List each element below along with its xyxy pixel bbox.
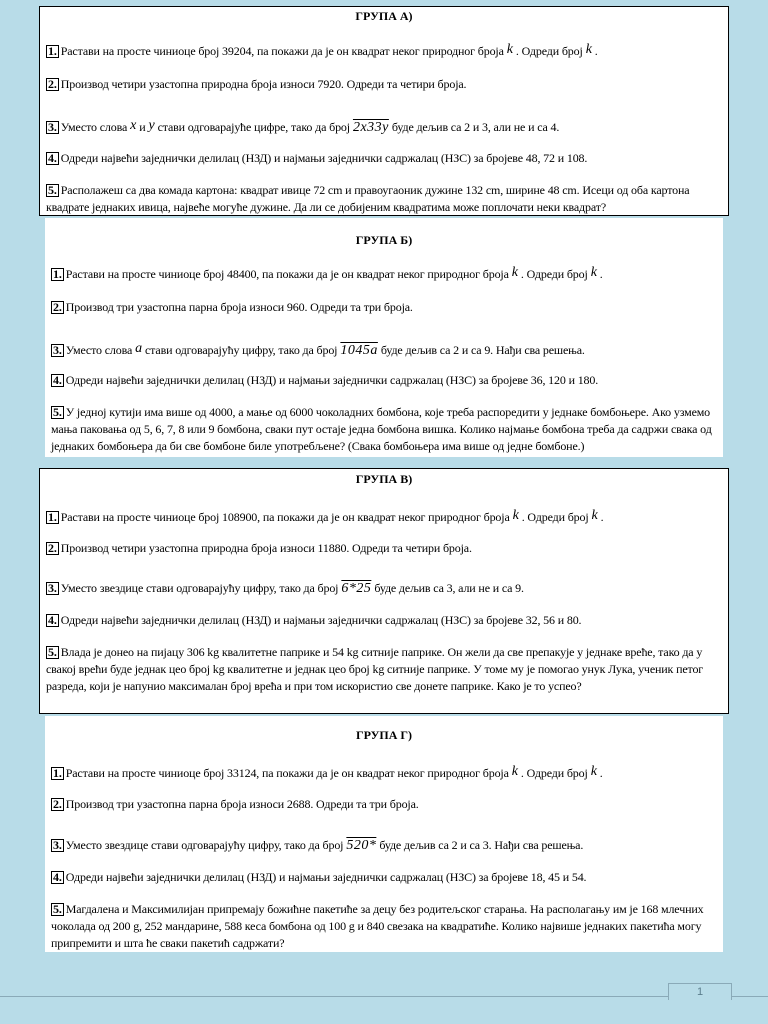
overlined-number: 1045a (340, 343, 378, 358)
page-number: 1 (668, 983, 732, 1000)
task-number: 4. (53, 870, 62, 884)
task-4: 4. Одреди највећи заједнички делилац (НЗД) и најмањи заједнички садржалац (НЗС) за бројеве 18, 45 и 54. (53, 870, 587, 884)
task-number: 2. (53, 797, 62, 811)
group-title: ГРУПА В) (355, 472, 413, 486)
task-number: 4. (48, 151, 57, 165)
task-2: 2. Производ четири узастопна природна броја износи 11880. Одреди та четири броја. (48, 541, 472, 555)
task-1: 1. Растави на просте чиниоце број 33124, па покажи да је он квадрат неког природног броја k . Одреди број k . (53, 764, 603, 780)
overlined-number: 2x33y (352, 120, 389, 135)
group-b-panel (45, 218, 723, 457)
task-number: 2. (48, 77, 57, 91)
task-1: 1. Растави на просте чиниоце број 39204, па покажи да је он квадрат неког природног броја k . Одреди број k . (48, 42, 598, 58)
footer-divider (0, 996, 768, 997)
task-3: 3. Уместо звездице стави одговарајућу цифру, тако да број 520* буде дељив са 2 и са 3. Нађи сва решења. (53, 838, 584, 853)
task-5: 5. Влада је донео на пијацу 306 kg квалитетне паприке и 54 kg ситније паприке. Он жели да све препакује у једнаке вреће, тако да у свакој врећи буде једнак цео број kg квалитетне и једнак цео број kg ситније паприке. У томе му је помогао унук Лука, ученик петог разреда, који је напунио максималан број врећа и при том искористио све донете паприке. Како је то успео? (46, 645, 704, 693)
task-number: 3. (48, 581, 57, 595)
task-number: 5. (48, 645, 57, 659)
task-1: 1. Растави на просте чиниоце број 108900, па покажи да је он квадрат неког природног броја k . Одреди број k . (48, 508, 604, 524)
task-4: 4. Одреди највећи заједнички делилац (НЗД) и најмањи заједнички садржалац (НЗС) за бројеве 48, 72 и 108. (48, 151, 588, 165)
task-number: 1. (53, 766, 62, 780)
task-number: 4. (53, 373, 62, 387)
group-title: ГРУПА А) (355, 9, 413, 23)
task-2: 2. Производ три узастопна парна броја износи 2688. Одреди та три броја. (53, 797, 419, 811)
task-4: 4. Одреди највећи заједнички делилац (НЗД) и најмањи заједнички садржалац (НЗС) за бројеве 32, 56 и 80. (48, 613, 582, 627)
task-5: 5. Располажеш са два комада картона: квадрат ивице 72 cm и правоугаоник дужине 132 cm, ширине 48 cm. Исеци од оба картона квадрате једнаких ивица, највеће могуће дужине. Да ли се добијеним квадратима може поплочати неки квадрат? (46, 183, 690, 214)
task-5: 5. Магдалена и Максимилијан припремају божићне пакетиће за децу без родитељског старања. На располагању им је 168 млечних чоколада од 200 g, 252 мандарине, 588 кеса бомбона од 100 g и 840 свезака на квадратиће. Колико највише једнаких пакетића могу припремити и шта ће сваки пакетић садржати? (51, 902, 704, 950)
task-4: 4. Одреди највећи заједнички делилац (НЗД) и најмањи заједнички садржалац (НЗС) за бројеве 36, 120 и 180. (53, 373, 599, 387)
task-number: 3. (53, 343, 62, 357)
group-g-panel (45, 716, 723, 952)
task-3: 3. Уместо звездице стави одговарајућу цифру, тако да број 6*25 буде дељив са 3, али не и са 9. (48, 581, 524, 596)
task-number: 3. (48, 120, 57, 134)
overlined-number: 6*25 (341, 581, 372, 596)
task-number: 5. (53, 405, 62, 419)
group-title: ГРУПА Г) (355, 728, 413, 742)
task-5: 5. У једној кутији има више од 4000, а мање од 6000 чоколадних бомбона, које треба распоредити у једнаке бомбоњере. Ако узмемо мања паковања од 5, 6, 7, 8 или 9 бомбона, сваки пут остаје једна бомбона вишка. Колико најмање бомбона треба да садржи свака од једнаких бомбоњера да би све бомбоне биле употребљене? (Свака бомбоњера има више од једне бомбоне.) (51, 405, 712, 453)
task-number: 4. (48, 613, 57, 627)
task-number: 5. (48, 183, 57, 197)
task-1: 1. Растави на просте чиниоце број 48400, па покажи да је он квадрат неког природног броја k . Одреди број k . (53, 265, 603, 281)
task-number: 1. (53, 267, 62, 281)
task-number: 5. (53, 902, 62, 916)
group-a-panel (39, 6, 729, 216)
task-3: 3. Уместо слова x и y стави одговарајуће цифре, тако да број 2x33y буде дељив са 2 и 3, али не и са 4. (48, 118, 560, 135)
task-2: 2. Производ четири узастопна природна броја износи 7920. Одреди та четири броја. (48, 77, 467, 91)
overlined-number: 520* (346, 838, 377, 853)
task-number: 3. (53, 838, 62, 852)
task-number: 1. (48, 510, 57, 524)
task-2: 2. Производ три узастопна парна броја износи 960. Одреди та три броја. (53, 300, 413, 314)
task-number: 2. (53, 300, 62, 314)
group-title: ГРУПА Б) (355, 233, 413, 247)
task-number: 2. (48, 541, 57, 555)
task-number: 1. (48, 44, 57, 58)
group-v-panel (39, 468, 729, 714)
task-3: 3. Уместо слова a стави одговарајућу цифру, тако да број 1045a буде дељив са 2 и са 9. Нађи сва решења. (53, 341, 585, 358)
